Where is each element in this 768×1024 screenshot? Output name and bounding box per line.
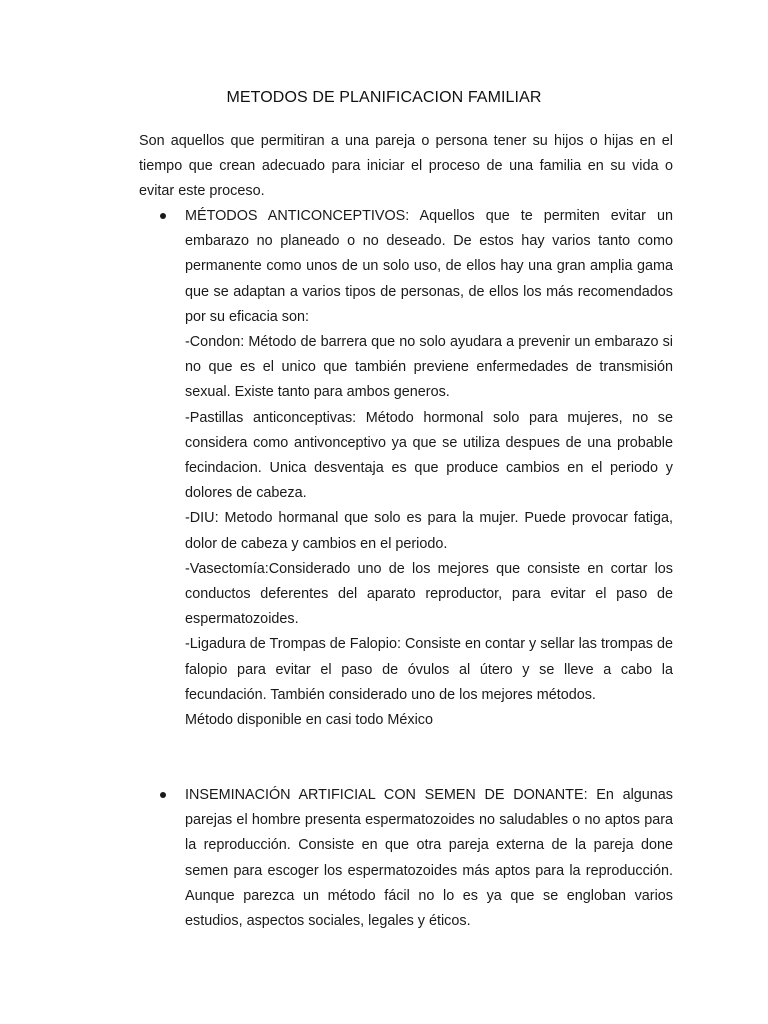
page-title: METODOS DE PLANIFICACION FAMILIAR xyxy=(226,89,542,106)
method-tubal-ligation: -Ligadura de Trompas de Falopio: Consiste en contar y sellar las trompas de falopio para evitar el paso de óvulos al útero y se lleve a cabo la fecundación. También considerado uno de los mejores métodos. xyxy=(185,636,673,703)
method-condon: -Condon: Método de barrera que no solo ayudara a prevenir un embarazo si no que es el unico que también previene enfermedades de transmisión sexual. Existe tanto para ambos generos. xyxy=(185,334,673,401)
section-intro: MÉTODOS ANTICONCEPTIVOS: Aquellos que te permiten evitar un embarazo no planeado o no deseado. De estos hay varios tanto como permanente como unos de un solo uso, de ellos hay una gran amplia gama que se adaptan a varios tipos de personas, de ellos los más recomendados por su eficacia son: xyxy=(185,208,673,325)
intro-paragraph: Son aquellos que permitiran a una pareja o persona tener su hijos o hijas en el tiempo que crean adecuado para iniciar el proceso de una familia en su vida o evitar este proceso. xyxy=(139,133,673,200)
method-pills: -Pastillas anticonceptivas: Método hormonal solo para mujeres, no se considera como antivonceptivo ya que se utiliza despues de una probable fecindacion. Unica desventaja es que produce cambios en el periodo y dolores de cabeza. xyxy=(185,409,673,502)
bullet-item-contraceptive-methods xyxy=(139,204,673,733)
section-intro: INSEMINACIÓN ARTIFICIAL CON SEMEN DE DONANTE: En algunas parejas el hombre presenta espermatozoides no saludables o no aptos para la reproducción. Consiste en que otra pareja externa de la pareja done semen para escoger los espermatozoides más aptos para la reproducción. Aunque parezca un método fácil no lo es ya que se engloban varios estudios, aspectos sociales, legales y éticos. xyxy=(185,787,673,930)
insemination-list xyxy=(139,783,673,934)
availability-note: Método disponible en casi todo México xyxy=(185,712,433,729)
bullet-icon xyxy=(160,792,166,798)
method-vasectomy: -Vasectomía:Considerado uno de los mejores que consiste en cortar los conductos deferentes del aparato reproductor, para evitar el paso de espermatozoides. xyxy=(185,560,673,628)
method-diu: -DIU: Metodo hormanal que solo es para la mujer. Puede provocar fatiga, dolor de cabeza y cambios en el periodo. xyxy=(185,510,673,552)
bullet-icon xyxy=(160,213,166,219)
contraceptive-methods-list xyxy=(139,204,673,733)
bullet-item-artificial-insemination xyxy=(139,783,673,934)
